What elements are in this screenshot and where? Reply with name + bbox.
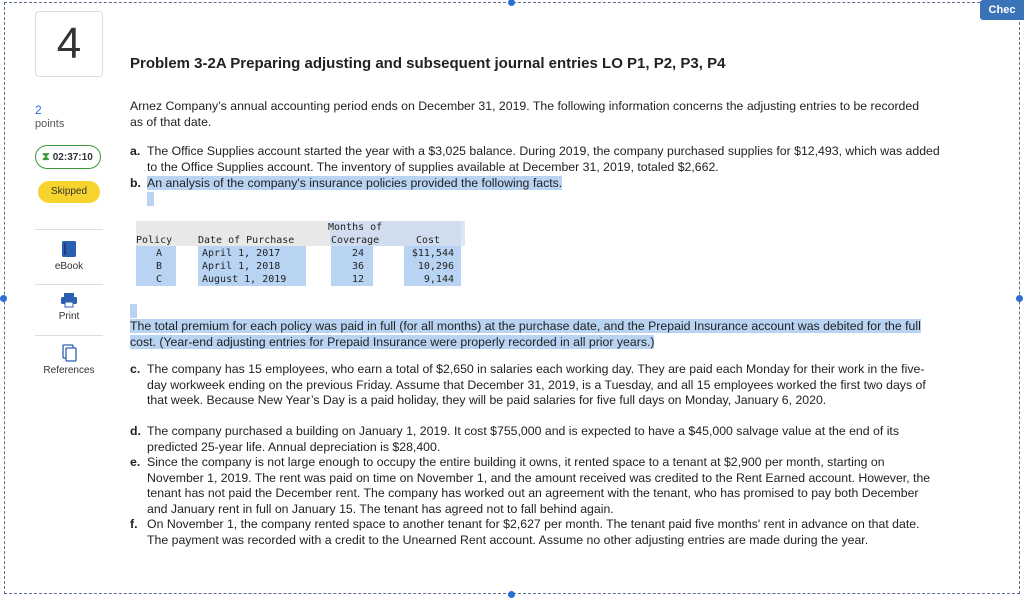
points-value: 2 <box>35 103 42 117</box>
header-months-line1: Months of <box>328 222 383 233</box>
ebook-button[interactable] <box>35 236 103 288</box>
cell-policy: A <box>156 248 163 259</box>
problem-intro: Arnez Company’s annual accounting period ends on December 31, 2019. The following information concerns the adjusting entries to be recorded as of that date. <box>130 99 920 129</box>
timer-badge <box>35 145 101 169</box>
item-text: The Office Supplies account started the year with a $3,025 balance. During 2019, the company purchased supplies for $12,493, which was added to the Office Supplies account. The inventory of supplies available at December 31, 2019, totaled $2,662. <box>147 144 940 174</box>
print-label: Print <box>58 311 80 322</box>
header-date: Date of Purchase <box>198 235 295 246</box>
cell-date: August 1, 2019 <box>202 274 287 285</box>
cell-date: April 1, 2017 <box>202 248 281 259</box>
item-e <box>130 455 942 517</box>
header-policy: Policy <box>136 235 173 246</box>
item-a <box>130 144 942 175</box>
item-label: d. <box>130 424 141 438</box>
resize-handle-bottom[interactable] <box>508 591 515 598</box>
item-b <box>130 176 942 192</box>
item-label: c. <box>130 362 141 376</box>
cell-cost: 10,296 <box>417 261 454 272</box>
item-d <box>130 424 942 455</box>
cell-policy: B <box>156 261 163 272</box>
resize-handle-left[interactable] <box>0 295 7 302</box>
item-c <box>130 362 942 409</box>
item-text: The company purchased a building on January 1, 2019. It cost $755,000 and is expected to have a $45,000 salvage value at the end of its predicted 25-year life. Annual depreciation is $28,400. <box>147 424 899 454</box>
selection-marker <box>147 192 154 206</box>
item-text: On November 1, the company rented space to another tenant for $2,627 per month. The tenant paid five months' rent in advance on that date. The payment was recorded with a credit to the Unearned Rent account. Assume no other adjusting entries are made during the year. <box>147 517 920 547</box>
item-f <box>130 517 942 548</box>
print-button[interactable] <box>35 288 103 340</box>
cell-months: 36 <box>352 261 365 272</box>
cell-policy: C <box>156 274 163 285</box>
cell-months: 12 <box>352 274 365 285</box>
printer-icon <box>60 292 78 308</box>
timer-value: 02:37:10 <box>52 152 93 163</box>
item-text: The company has 15 employees, who earn a total of $2,650 in salaries each working day. They are paid each Monday for their work in the five-day workweek ending on the previous Friday. Assume that December 31, 2019, is a Tuesday, and all 15 employees worked the first two days of that week. Because New Year’s Day is a paid holiday, they will be paid salaries for five full days on Monday, January 6, 2020. <box>147 362 926 407</box>
item-label: e. <box>130 455 141 469</box>
ebook-label: eBook <box>54 261 84 272</box>
references-label: References <box>43 365 95 376</box>
resize-handle-right[interactable] <box>1016 295 1023 302</box>
divider <box>35 335 103 336</box>
insurance-note-text: The total premium for each policy was paid in full (for all months) at the purchase date, and the Prepaid Insurance account was debited for the full cost. (Year-end adjusting entries for Prepaid Insurance were properly recorded in all prior years.) <box>130 319 921 349</box>
item-label: a. <box>130 144 141 158</box>
divider <box>35 284 103 285</box>
header-cost: Cost <box>416 235 441 246</box>
divider <box>35 229 103 230</box>
question-number: 4 <box>35 11 103 77</box>
skipped-badge: Skipped <box>38 181 100 203</box>
insurance-note <box>130 318 942 350</box>
references-icon <box>61 344 77 362</box>
points-info <box>35 103 64 131</box>
book-icon <box>61 240 77 258</box>
cell-cost: $11,544 <box>411 248 454 259</box>
cell-cost: 9,144 <box>423 274 454 285</box>
item-text: Since the company is not large enough to occupy the entire building it owns, it rented space to a tenant at $2,900 per month, starting on November 1, 2019. The rent was paid on time on November 1, and the amount received was credited to the Rent Earned account. However, the tenant has not paid the December rent. The company has worked out an agreement with the tenant, who has promised to pay both December and January rent in full on January 15. The tenant has agreed not to fall behind again. <box>147 455 931 516</box>
header-months-line2: Coverage <box>331 235 380 246</box>
references-button[interactable] <box>35 340 103 392</box>
item-label: b. <box>130 176 141 190</box>
item-text: An analysis of the company's insurance policies provided the following facts. <box>147 176 563 190</box>
problem-title: Problem 3-2A Preparing adjusting and subsequent journal entries LO P1, P2, P3, P4 <box>130 55 726 72</box>
points-label: points <box>35 118 65 130</box>
hourglass-icon: ⧗ <box>42 151 50 163</box>
check-my-work-button[interactable]: Chec <box>980 0 1024 20</box>
cell-date: April 1, 2018 <box>202 261 281 272</box>
item-label: f. <box>130 517 138 531</box>
cell-months: 24 <box>352 248 365 259</box>
selection-marker <box>130 304 137 318</box>
